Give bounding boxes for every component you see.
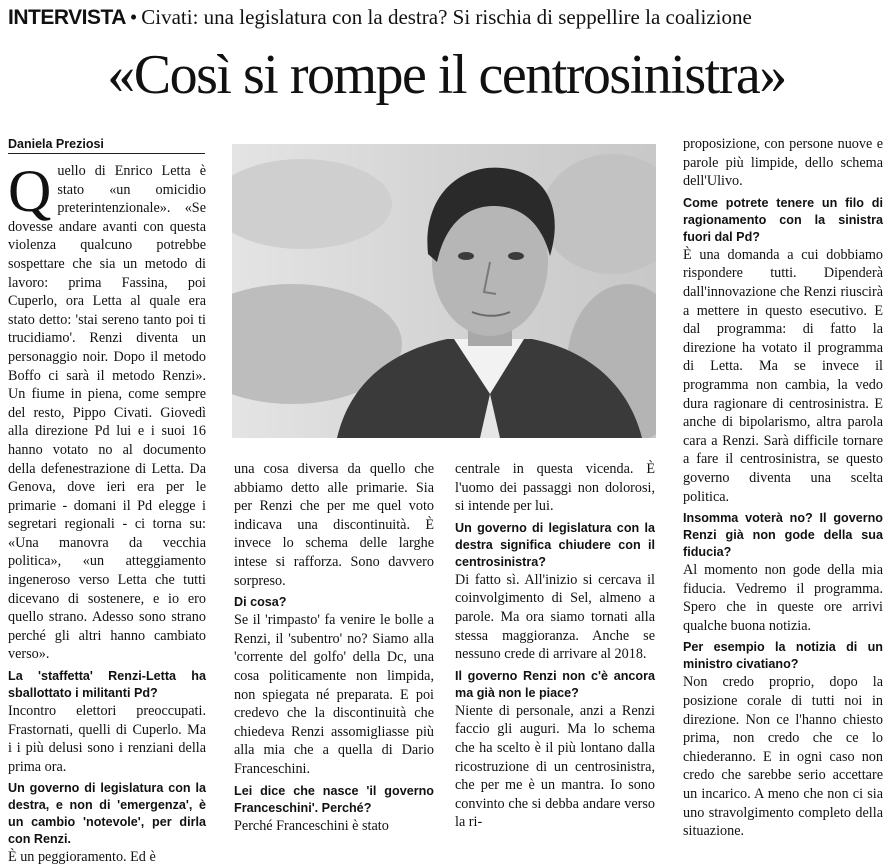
interview-question: La 'staffetta' Renzi-Letta ha sballottato i militanti Pd? [8,669,206,701]
answer-paragraph: Perché Franceschini è stato [234,817,389,834]
answer-paragraph: Se il 'rimpasto' fa venire le bolle a Renzi, il 'subentro' no? Siamo alla 'corrente del golfo' della Dc, una cosa politicamente non limpida, non spiegata né preparata. E poi credevo che la discontinuità che chiedeva Renzi assomigliasse più alla mia che a quella di Dario Franceschini. [234,612,434,777]
interview-question: Insomma voterà no? Il governo Renzi già non gode della sua fiducia? [683,511,883,560]
portrait-illustration [232,144,656,438]
kicker-subtitle: Civati: una legislatura con la destra? Si rischia di seppellire la coalizione [141,5,752,29]
column-1 [8,158,206,867]
portrait-photo-icon [232,144,656,438]
headline: «Così si rompe il centrosinistra» [107,44,786,106]
answer-paragraph: È un peggioramento. Ed è [8,849,156,866]
interview-question: Un governo di legislatura con la destra, e non di 'emergenza', è un cambio 'notevole', per dirla con Renzi. [8,781,206,847]
interview-question: Per esempio la notizia di un ministro civatiano? [683,640,883,672]
answer-paragraph: È una domanda a cui dobbiamo rispondere tutti. Dipenderà dall'innovazione che Renzi riuscirà a mettere in questo esecutivo. E dal programma: di fatto la direzione ha votato il programma di Letta. Ma se invece il programma non cambia, la vedo dura ragionare di centrosinistra. E anche di bipolarismo, altra parola cara a Renzi. Sarà difficile tornare a fare il centrosinistra, se questo governo diventa una scelta politica. [683,246,883,505]
answer-paragraph: una cosa diversa da quello che abbiamo detto alle primarie. Sia per Renzi che per me quel voto indicava una discontinuità. È invece lo schema delle larghe intese si rafforza. Sono davvero sorpreso. [234,461,434,589]
answer-paragraph: Niente di personale, anzi a Renzi faccio gli auguri. Ma lo schema che ha scelto è il più lontano dalla ricostruzione di un centrosinistra, che per me è un mantra. Io sono convinto che si debba andare verso la ri- [455,702,655,831]
answer-paragraph: Non credo proprio, dopo la posizione corale di tutti noi in direzione. Non ce l'hanno chiesto prima, non credo che ce lo chiederanno. E in ogni caso non credo che sarebbe serio accettare un incarico. A meno che non ci sia uno stravolgimento completo della situazione. [683,674,883,840]
answer-paragraph: Di fatto sì. All'inizio si cercava il coinvolgimento di Sel, almeno a parole. Ma ora siamo tornati alla stessa maggioranza. Anche se nessuno crede di arrivare al 2018. [455,571,655,663]
interview-question: Lei dice che nasce 'il governo Franceschini'. Perché? [234,783,434,815]
interview-question: Il governo Renzi non c'è ancora ma già non le piace? [455,668,655,700]
column-4 [683,135,883,841]
column-3 [455,460,655,832]
interview-question: Un governo di legislatura con la destra significa chiudere con il centrosinistra? [455,520,655,569]
kicker [8,4,885,31]
kicker-separator: • [129,5,138,29]
section-tag: INTERVISTA [8,6,126,29]
answer-paragraph: uello di Enrico Letta è stato «un omicidio preterintenzionale». «Se dovesse andare avanti con questa violenza qualcuno potrebbe sospettare che sia un metodo di lavoro: prima Fassina, poi Cuperlo, ora Letta al quale era stato detto: 'stai sereno tanto poi ti trucidiamo'. Renzi diventa un personaggio noir. Dopo il metodo Boffo ci sarà il metodo Renzi». Un fiume in piena, come sempre del resto, Pippo Civati. Giovedì alla direzione Pd lui e i suoi 16 hanno votato no al documento della defenestrazione di Letta. Da Genova, dove ieri era per le primarie - domani il Pd elegge i segretari regionali - ci torna su: «Una manovra da vecchia politica», «un atteggiamento ingeneroso verso Letta che tutti dicevano di sostenere, e io ero quello strano. Adesso sono strano perché gli altri hanno cambiato verso». [8,163,206,663]
interview-question: Di cosa? [234,595,287,610]
answer-paragraph: centrale in questa vicenda. È l'uomo dei passaggi non dolorosi, si intende per lui. [455,461,655,515]
answer-paragraph: proposizione, con persone nuove e parole più limpide, dello schema dell'Ulivo. [683,136,883,190]
answer-paragraph: Incontro elettori preoccupati. Frastornati, quelli di Cuperlo. Ma i i più delusi sono i renziani della prima ora. [8,703,206,775]
drop-cap: Q [8,158,52,224]
interview-question: Come potrete tenere un filo di ragionamento con la sinistra fuori dal Pd? [683,195,883,244]
byline: Daniela Preziosi [8,137,205,154]
column-2 [234,460,434,835]
answer-paragraph: Al momento non gode della mia fiducia. Vedremo il programma. Spero che in queste ore arrivi qualche buona notizia. [683,562,883,634]
